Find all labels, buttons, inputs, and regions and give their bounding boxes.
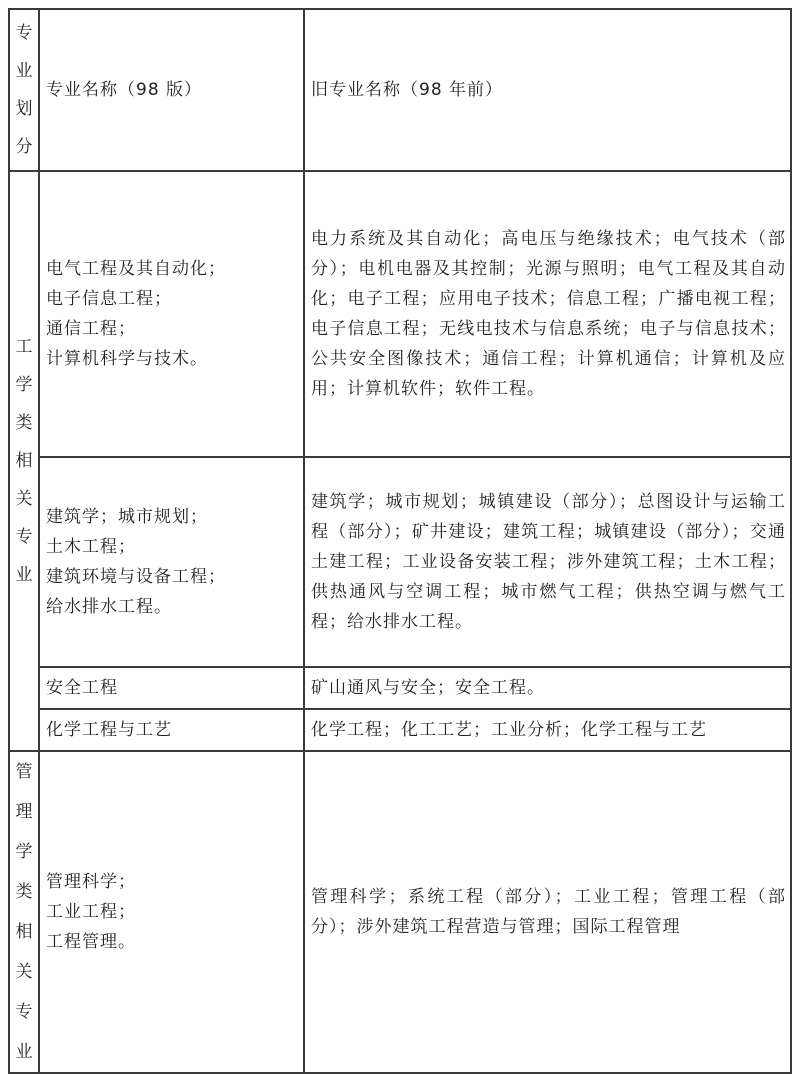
- new-name-line: 建筑环境与设备工程；: [46, 567, 226, 587]
- new-name-line: 给水排水工程。: [46, 597, 172, 617]
- old-name-cell: [304, 457, 791, 667]
- new-name-cell: [39, 751, 304, 1073]
- old-name-text: 管理科学；系统工程（部分）；工业工程；管理工程（部分）；涉外建筑工程营造与管理；国际工程管理: [311, 887, 786, 937]
- category-cell-management: [9, 751, 39, 1073]
- new-name-line: 工程管理。: [46, 932, 136, 952]
- header-old-name-label: 旧专业名称（98 年前）: [311, 80, 504, 100]
- header-category-cell: [9, 9, 39, 171]
- old-name-text: 矿山通风与安全；安全工程。: [311, 678, 545, 698]
- new-name-line: 土木工程；: [46, 537, 136, 557]
- old-name-text: 建筑学；城市规划；城镇建设（部分）；总图设计与运输工程（部分）；矿井建设；建筑工程；城镇建设（部分）；交通土建工程；工业设备安装工程；涉外建筑工程；土木工程；供热通风与空调工程；城市燃气工程；供热空调与燃气工程；给水排水工程。: [311, 492, 786, 632]
- table-header-row: [9, 9, 791, 171]
- header-new-name-label: 专业名称（98 版）: [46, 80, 203, 100]
- new-name-line: 通信工程；: [46, 319, 136, 339]
- table-row: [9, 709, 791, 751]
- new-name-line: 化学工程与工艺: [46, 720, 172, 740]
- new-name-line: 计算机科学与技术。: [46, 349, 208, 369]
- old-name-cell: [304, 709, 791, 751]
- category-label-management: 管理学类相关专业: [15, 762, 33, 1062]
- table-row: [9, 751, 791, 1073]
- old-name-cell: [304, 751, 791, 1073]
- table-row: [9, 667, 791, 709]
- new-name-cell: [39, 171, 304, 457]
- old-name-text: 电力系统及其自动化；高电压与绝缘技术；电气技术（部分）；电机电器及其控制；光源与照明；电气工程及其自动化；电子工程；应用电子技术；信息工程；广播电视工程；电子信息工程；无线电技术与信息系统；电子与信息技术；公共安全图像技术；通信工程；计算机通信；计算机及应用；计算机软件；软件工程。: [311, 229, 786, 399]
- table-row: [9, 457, 791, 667]
- new-name-cell: [39, 667, 304, 709]
- new-name-cell: [39, 457, 304, 667]
- new-name-line: 管理科学；: [46, 872, 136, 892]
- category-label-engineering: 工学类相关专业: [15, 337, 33, 585]
- new-name-line: 建筑学；城市规划；: [46, 507, 208, 527]
- header-category-label: 专业划分: [15, 23, 33, 157]
- old-name-cell: [304, 667, 791, 709]
- new-name-line: 电气工程及其自动化；: [46, 259, 226, 279]
- category-cell-engineering: [9, 171, 39, 751]
- new-name-line: 安全工程: [46, 678, 118, 698]
- major-comparison-table: [8, 8, 792, 1074]
- old-name-cell: [304, 171, 791, 457]
- new-name-line: 工业工程；: [46, 902, 136, 922]
- new-name-line: 电子信息工程；: [46, 289, 172, 309]
- table-row: [9, 171, 791, 457]
- new-name-cell: [39, 709, 304, 751]
- old-name-text: 化学工程；化工工艺；工业分析；化学工程与工艺: [311, 720, 707, 740]
- header-old-name-cell: [304, 9, 791, 171]
- header-new-name-cell: [39, 9, 304, 171]
